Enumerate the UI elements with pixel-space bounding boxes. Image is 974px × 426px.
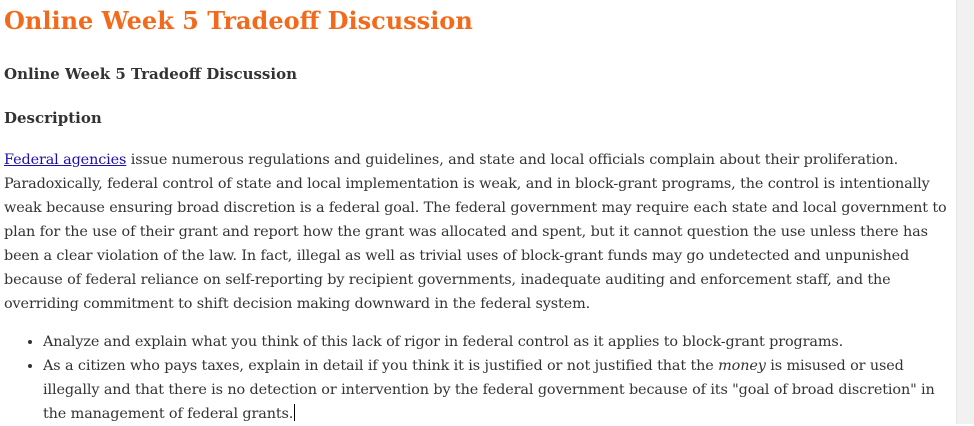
question-list: [4, 330, 956, 426]
question-1-text: Analyze and explain what you think of this lack of rigor in federal control as it applies to block-grant programs.: [43, 334, 844, 350]
description-heading: Description: [4, 109, 102, 127]
description-paragraph: [4, 148, 956, 316]
list-item: [43, 330, 956, 354]
question-2-text-end: is misused or used illegally and that there is no detection or intervention by the federal government because of its "goal of broad discretion" in the management of federal grants.: [43, 358, 935, 422]
page-title: Online Week 5 Tradeoff Discussion: [4, 6, 473, 35]
vertical-scrollbar[interactable]: [956, 0, 974, 424]
sub-title: Online Week 5 Tradeoff Discussion: [4, 65, 297, 83]
money-emphasis: money: [718, 358, 766, 374]
article-content: [4, 0, 956, 426]
question-2-text-start: As a citizen who pays taxes, explain in detail if you think it is justified or not justified that the: [43, 358, 719, 374]
list-item: [43, 354, 956, 426]
paragraph-text: issue numerous regulations and guidelines, and state and local officials complain about their proliferation. Paradoxically, federal control of state and local implementation is weak, and in block-grant programs, the control is intentionally weak because ensuring broad discretion is a federal goal. The federal government may require each state and local government to plan for the use of their grant and report how the grant was allocated and spent, but it cannot question the use unless there has been a clear violation of the law. In fact, illegal as well as trivial uses of block-grant funds may go undetected and unpunished because of federal reliance on self-reporting by recipient governments, inadequate auditing and enforcement staff, and the overriding commitment to shift decision making downward in the federal system.: [4, 152, 947, 312]
federal-agencies-link[interactable]: Federal agencies: [4, 152, 127, 168]
text-cursor: [294, 404, 295, 421]
